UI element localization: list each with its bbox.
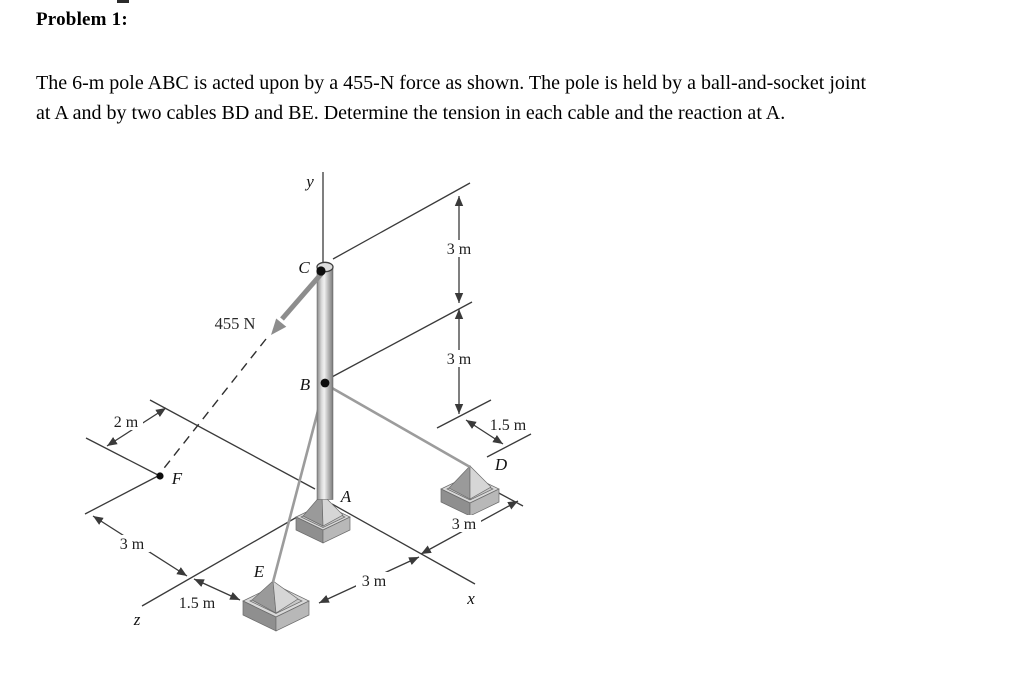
cable-bd [325, 384, 470, 467]
force-magnitude-label: 455 N [214, 314, 256, 333]
axis-label-y: y [306, 172, 314, 191]
page-title: Problem 1: [36, 9, 128, 30]
base-block-d [441, 466, 499, 516]
force-arrow-shaft [282, 273, 322, 319]
point-label-e: E [253, 562, 265, 581]
dim-label-d-depth: 3 m [451, 516, 477, 533]
dim-label-e-offset: 1.5 m [178, 595, 216, 612]
point-label-a: A [340, 487, 352, 506]
dim-label-d-offset: 1.5 m [489, 417, 527, 434]
force-arrow [271, 273, 322, 335]
f-tick-x [86, 438, 158, 475]
point-dot-c [316, 266, 325, 275]
point-label-c: C [298, 258, 310, 277]
base-block-e [243, 581, 309, 631]
f-tick-z [85, 476, 158, 514]
dim-label-e-depth: 3 m [361, 573, 387, 590]
top-edge-artifact [117, 0, 129, 3]
dim-label-f-z: 2 m [113, 414, 139, 431]
axis-label-x: x [467, 589, 475, 608]
point-label-f: F [171, 469, 183, 488]
force-line-of-action-dashed [161, 339, 266, 472]
force-arrow-head [271, 319, 286, 336]
dim-label-cb: 3 m [446, 241, 472, 258]
point-dot-b [321, 379, 330, 388]
axis-label-z: z [133, 610, 141, 629]
problem-text-line2: at A and by two cables BD and BE. Determine the tension in each cable and the reaction at A. [36, 102, 786, 124]
dim-label-ba: 3 m [446, 351, 472, 368]
ground-tick-behind-pole [437, 400, 491, 428]
point-label-b: B [299, 375, 311, 394]
dim-label-f-x: 3 m [119, 536, 145, 553]
problem-text-line1: The 6-m pole ABC is acted upon by a 455-N force as shown. The pole is held by a ball-and-socket joint [36, 72, 866, 94]
point-dot-f [156, 472, 163, 479]
point-label-d: D [494, 455, 508, 474]
